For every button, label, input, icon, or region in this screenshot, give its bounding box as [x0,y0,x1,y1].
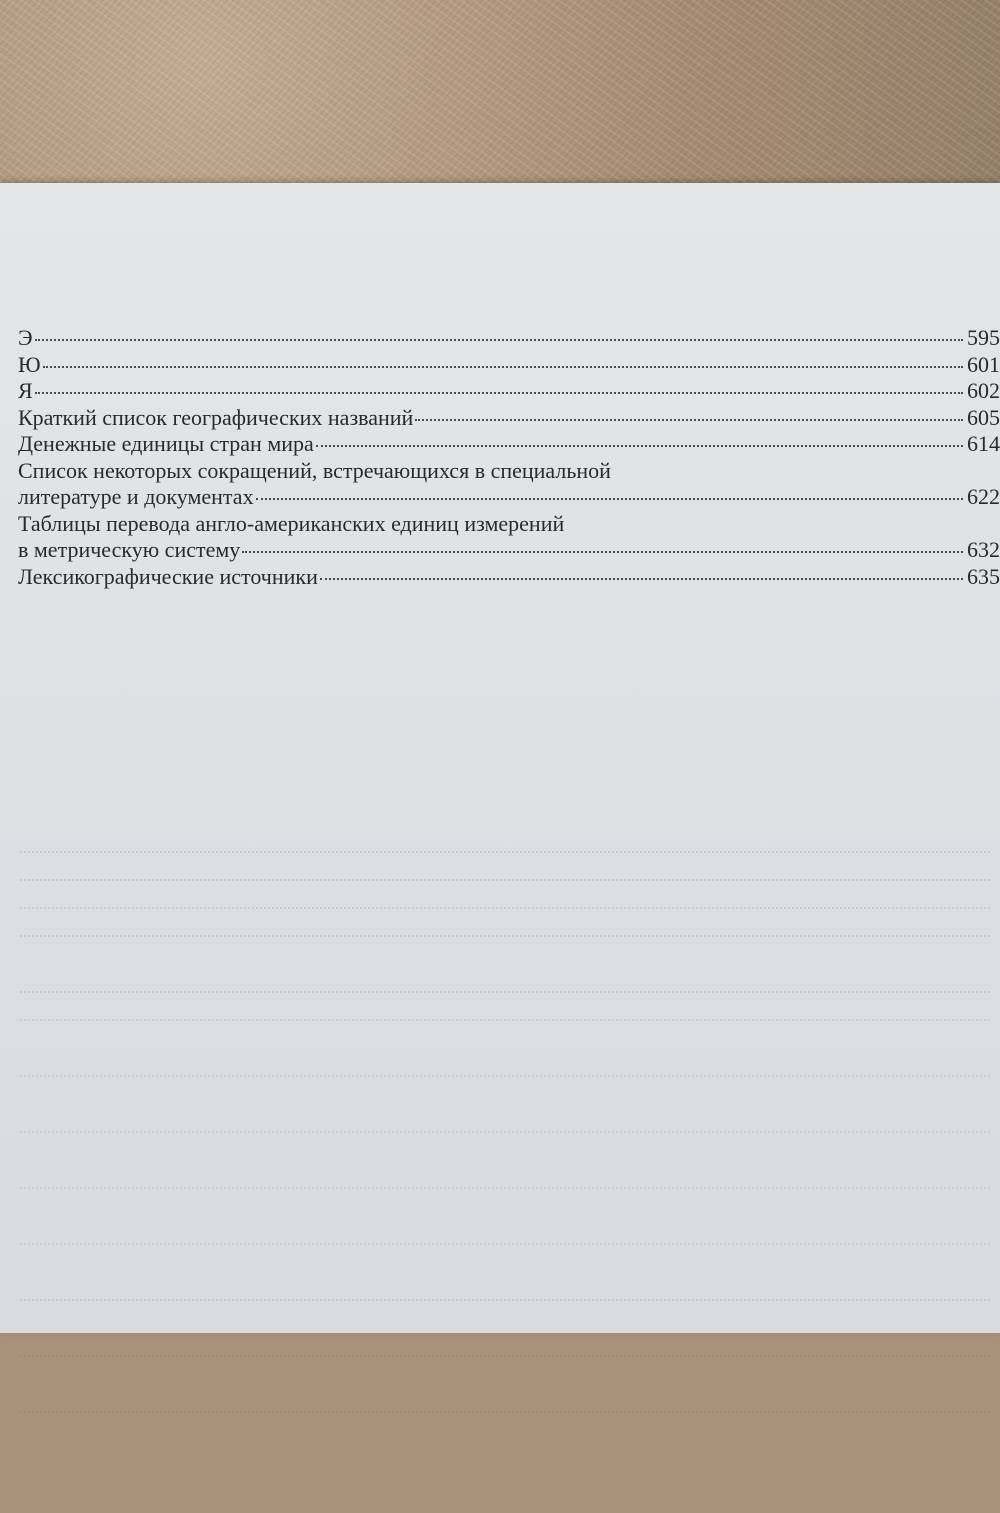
dot-leader [320,578,963,580]
dot-leader [242,551,963,553]
toc-entry [18,458,1000,511]
toc-entry [18,352,1000,379]
table-of-contents [18,325,1000,590]
toc-entry-title-line-2: в метрическую систему [18,537,241,562]
toc-page-number: 601 [967,351,1000,377]
toc-page-number: 635 [967,563,1000,589]
toc-entry [18,378,1000,405]
toc-entry [18,511,1000,564]
toc-entry [18,431,1000,458]
toc-entry-title-line-2: литературе и документах [18,484,254,509]
toc-entry-title: Лексикографические источники [18,563,318,589]
toc-page-number: 632 [967,537,1000,562]
toc-entry [18,405,1000,432]
dot-leader [316,445,963,447]
dot-leader [35,392,963,394]
dot-leader [43,366,963,368]
toc-entry-title: Я [18,378,33,403]
toc-entry-title: Краткий список географических названий [18,404,414,430]
dot-leader [415,419,963,421]
toc-page-number: 605 [967,404,1000,430]
toc-entry-title-line-1: Список некоторых сокращений, встречающихся в специальной [18,457,611,483]
show-through-text [0,833,1000,1513]
toc-page-number: 614 [967,431,1000,456]
toc-entry [18,564,1000,591]
toc-entry-title: Денежные единицы стран мира [18,431,314,456]
toc-entry-title-line-1: Таблицы перевода англо-американских единиц измерений [18,510,565,536]
toc-entry-title: Э [18,325,33,350]
dot-leader [256,498,963,500]
toc-page-number: 622 [967,484,1000,509]
dot-leader [35,339,963,341]
toc-entry [18,325,1000,352]
toc-page-number: 602 [967,378,1000,403]
toc-page-number: 595 [967,325,1000,350]
toc-entry-title: Ю [18,351,41,377]
table-surface-background [0,0,1000,200]
